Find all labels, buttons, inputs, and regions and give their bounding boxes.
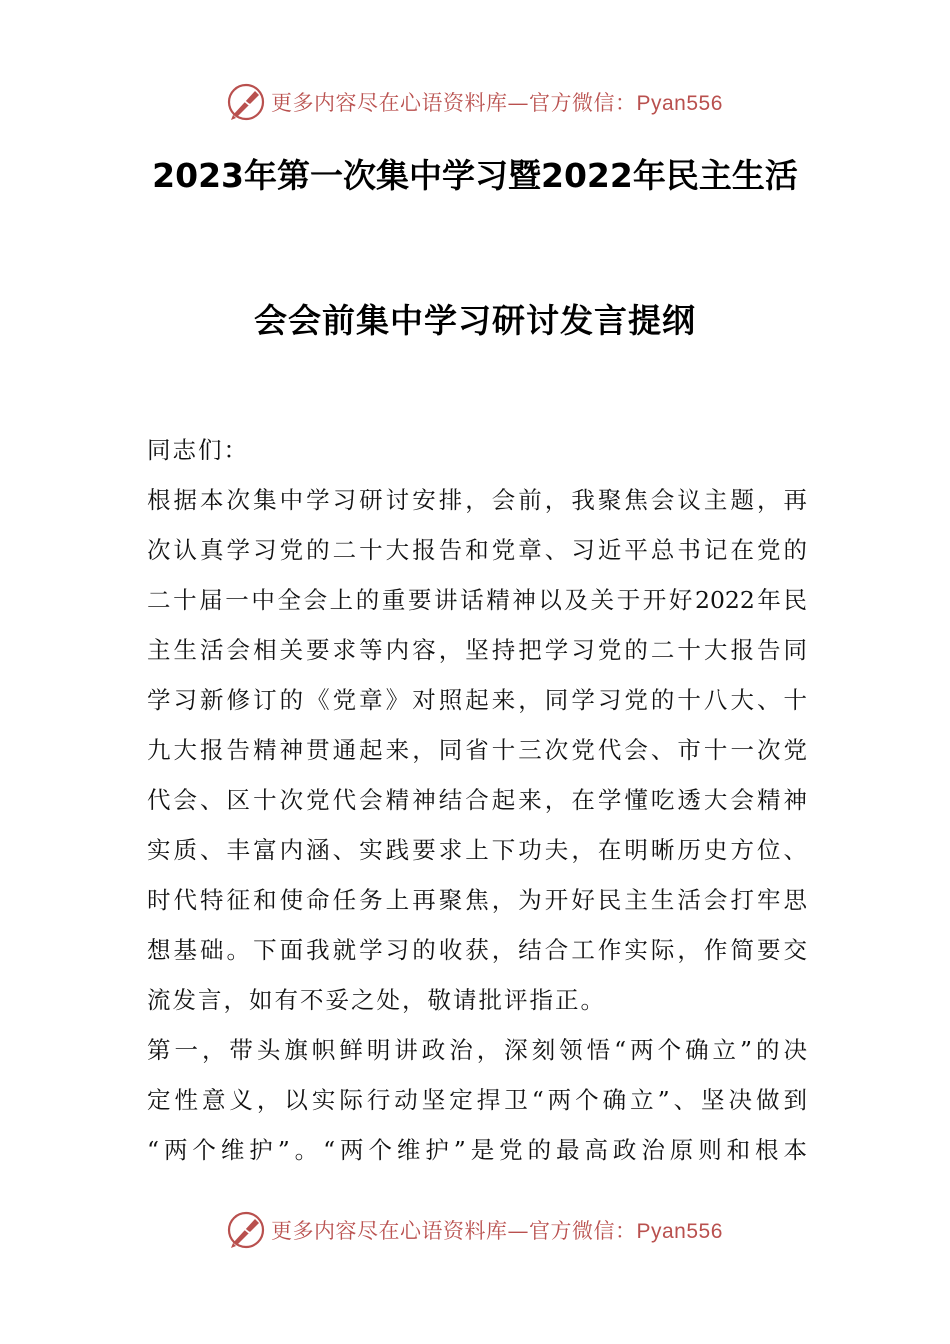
- document-title-line-1: 2023年第一次集中学习暨2022年民主生活: [152, 156, 798, 195]
- pen-logo-icon: [225, 81, 267, 123]
- body-line: 二十届一中全会上的重要讲话精神以及关于开好2022年民: [147, 586, 807, 614]
- document-body: [147, 425, 807, 1175]
- body-line: 代会、区十次党代会精神结合起来，在学懂吃透大会精神: [147, 786, 807, 814]
- body-line: 定性意义，以实际行动坚定捍卫“两个确立”、坚决做到: [147, 1086, 807, 1114]
- salutation: 同志们：: [147, 436, 249, 464]
- body-line: 根据本次集中学习研讨安排，会前，我聚焦会议主题，再: [147, 486, 807, 514]
- document-title-line-2: 会会前集中学习研讨发言提纲: [254, 301, 696, 340]
- watermark-text: 更多内容尽在心语资料库—官方微信：Pyan556: [271, 91, 723, 115]
- watermark-banner-bottom: [225, 1208, 723, 1252]
- pen-logo-icon: [225, 1209, 267, 1251]
- body-line: 主生活会相关要求等内容，坚持把学习党的二十大报告同: [147, 636, 807, 664]
- body-line: “两个维护”。“两个维护”是党的最高政治原则和根本: [147, 1136, 807, 1164]
- body-line: 第一，带头旗帜鲜明讲政治，深刻领悟“两个确立”的决: [147, 1036, 807, 1064]
- body-line: 九大报告精神贯通起来，同省十三次党代会、市十一次党: [147, 736, 807, 764]
- body-line: 次认真学习党的二十大报告和党章、习近平总书记在党的: [147, 536, 807, 564]
- body-line: 学习新修订的《党章》对照起来，同学习党的十八大、十: [147, 686, 807, 714]
- body-line: 实质、丰富内涵、实践要求上下功夫，在明晰历史方位、: [147, 836, 807, 864]
- watermark-text: 更多内容尽在心语资料库—官方微信：Pyan556: [271, 1219, 723, 1243]
- body-line: 想基础。下面我就学习的收获，结合工作实际，作简要交: [147, 936, 807, 964]
- body-line: 流发言，如有不妥之处，敬请批评指正。: [147, 986, 606, 1014]
- watermark-banner-top: [225, 80, 723, 124]
- body-line: 时代特征和使命任务上再聚焦，为开好民主生活会打牢思: [147, 886, 807, 914]
